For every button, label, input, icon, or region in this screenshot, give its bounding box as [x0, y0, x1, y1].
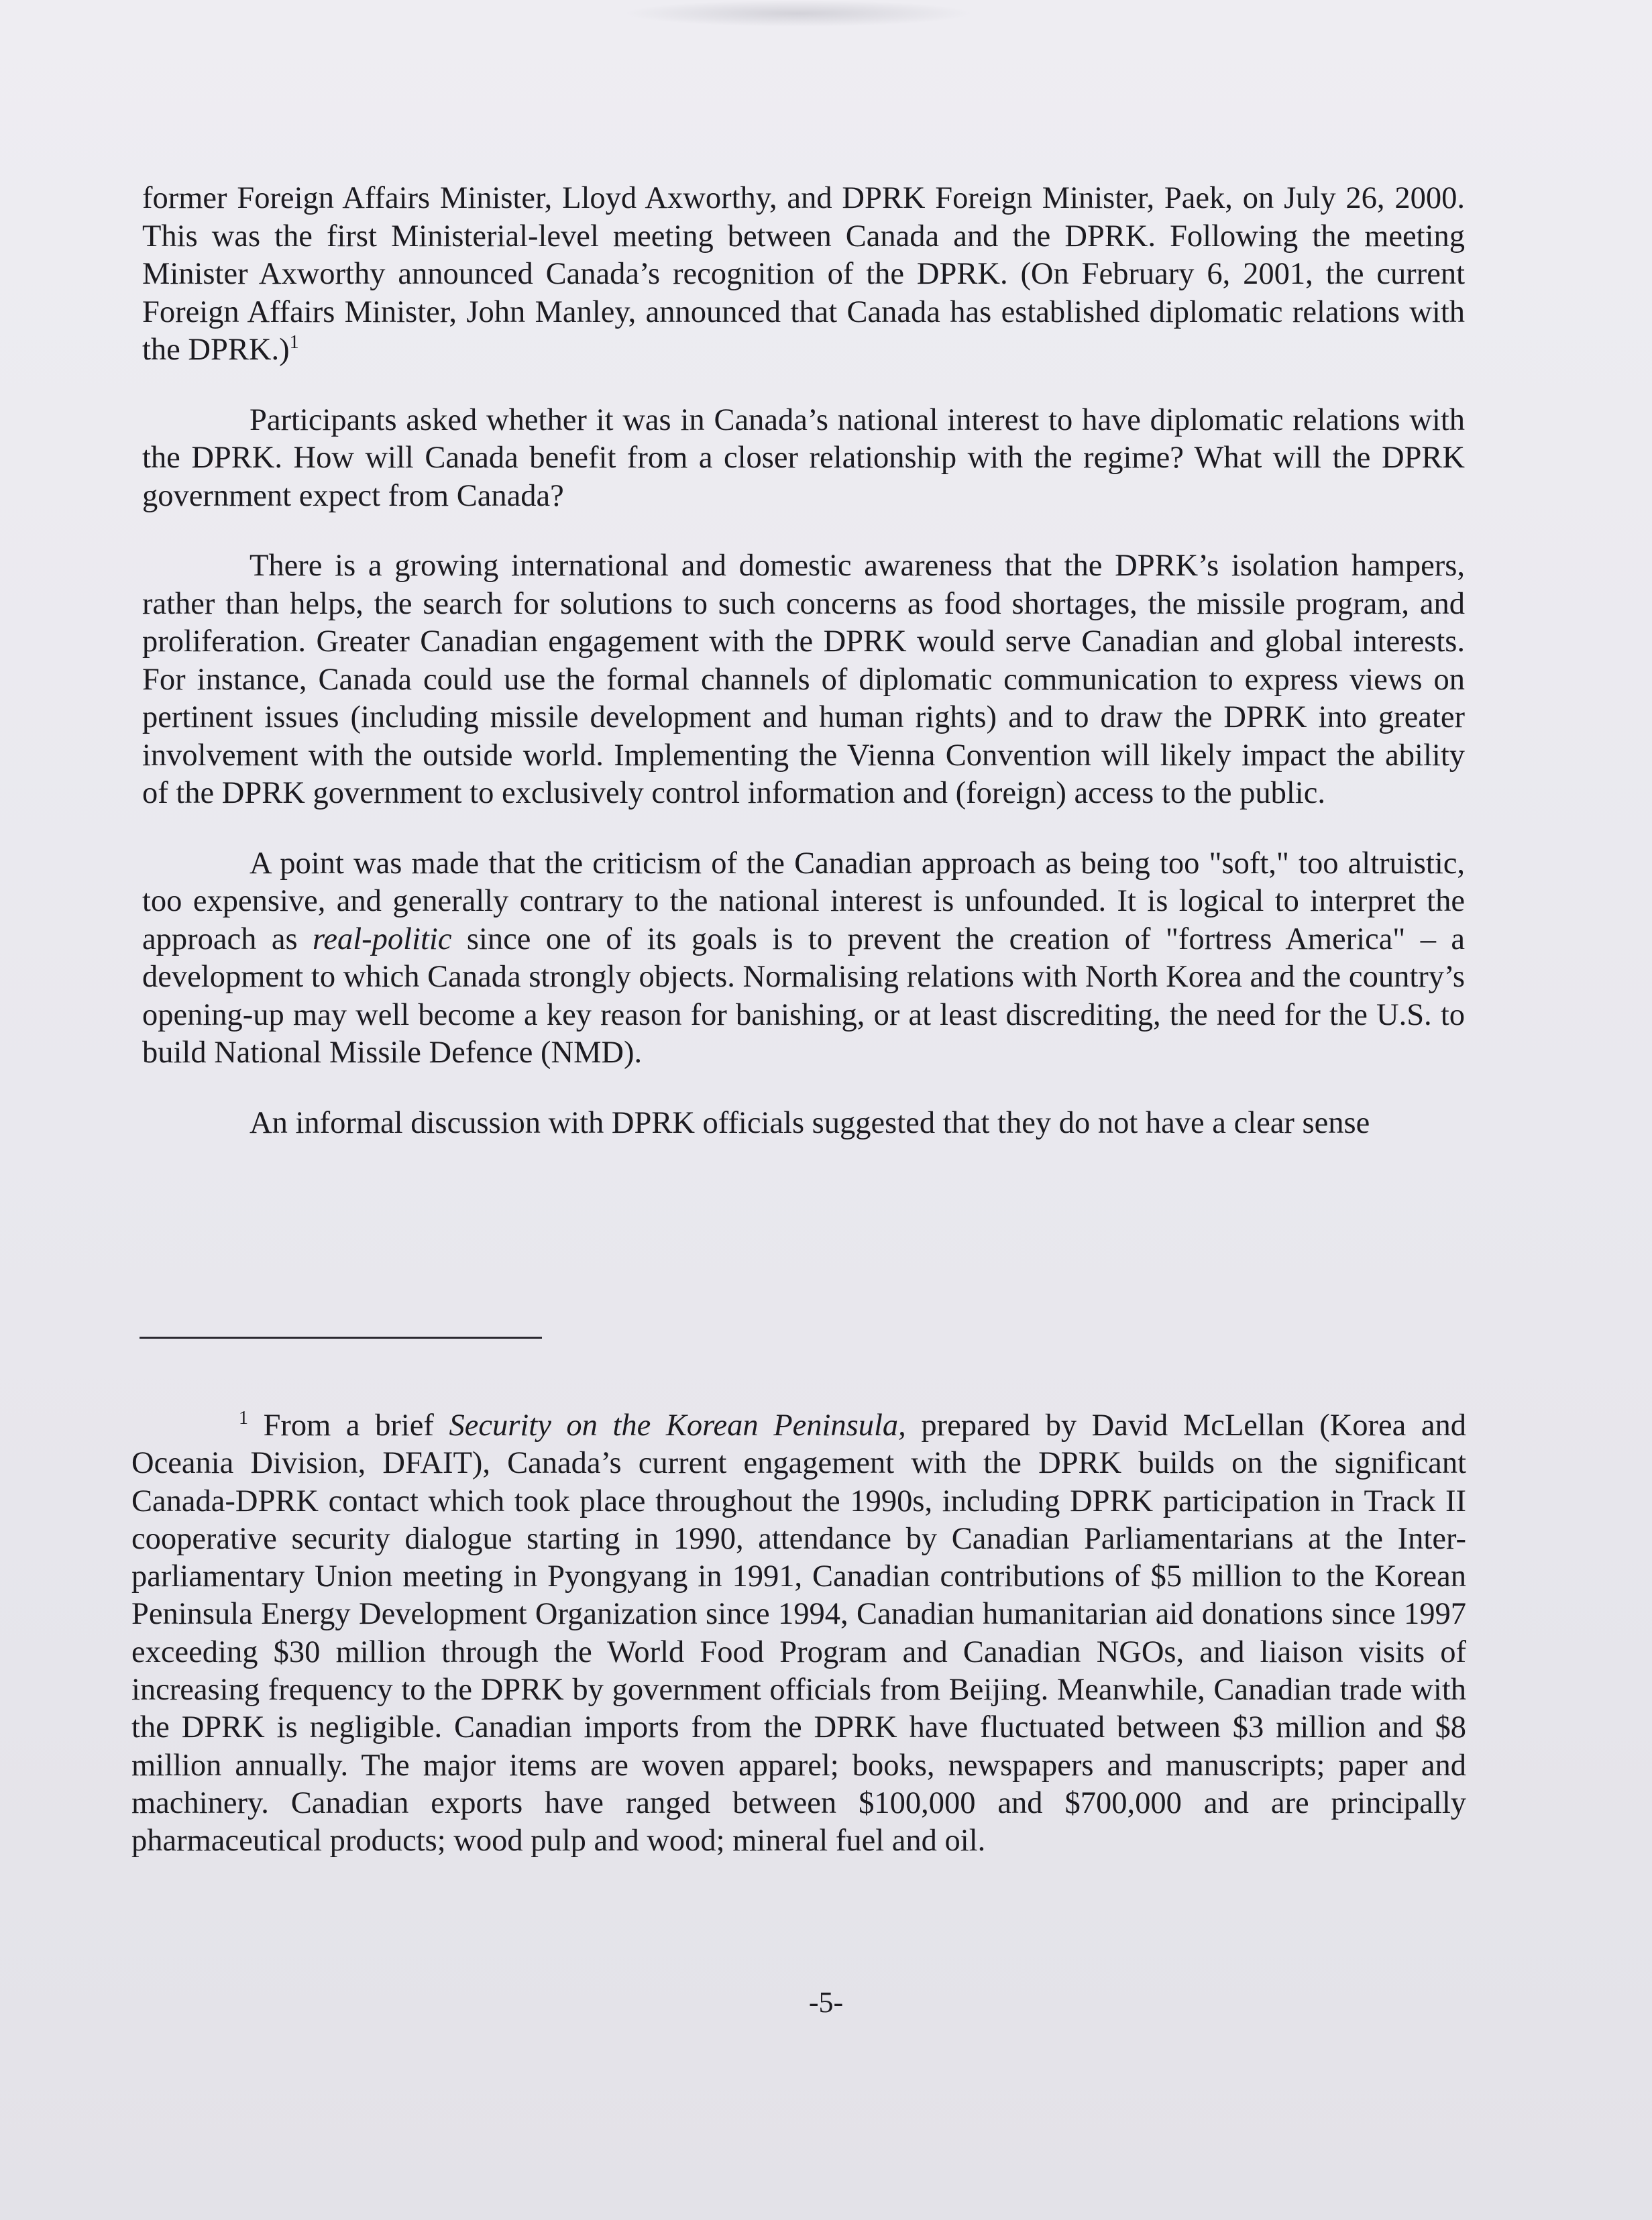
footnote-reference[interactable]: 1	[289, 332, 299, 353]
paragraph-national-interest: Participants asked whether it was in Canada’s national interest to have diplomatic relations with the DPRK. How will Canada benefit from a closer relationship with the regime? What will the DPRK government expect from Canada?	[142, 402, 1465, 513]
page-number: -5-	[808, 1986, 844, 2019]
footnote-text	[131, 1407, 1466, 1861]
footnote-title: Security on the Korean Peninsula,	[449, 1408, 906, 1443]
footnote-text-rest: prepared by David McLellan (Korea and Oceania Division, DFAIT), Canada’s current engagement with the DPRK builds on the significant Canada-DPRK contact which took place throughout the 1990s, including DPRK participation in Track II cooperative security dialogue starting in 1990, attendance by Canadian Parliamentarians at the Inter-parliamentary Union meeting in Pyongyang in 1991, Canadian contributions of $5 million to the Korean Peninsula Energy Development Organization since 1994, Canadian humanitarian aid donations since 1997 exceeding $30 million through the World Food Program and Canadian NGOs, and liaison visits of increasing frequency to the DPRK by government officials from Beijing. Meanwhile, Canadian trade with the DPRK is negligible. Canadian imports from the DPRK have fluctuated between $3 million and $8 million annually. The major items are woven apparel; books, newspapers and manuscripts; paper and machinery. Canadian exports have ranged between $100,000 and $700,000 and are principally pharmaceutical products; wood pulp and wood; mineral fuel and oil.	[131, 1408, 1466, 1858]
footnote-marker: 1	[239, 1408, 248, 1429]
paragraph-text: since one of its goals is to prevent the creation of "fortress America" – a development to which Canada strongly objects. Normalising relations with North Korea and the country’s opening-up may well become a key reason for banishing, or at least discrediting, the need for the U.S. to build National Missile Defence (NMD).	[142, 922, 1465, 1070]
paragraph-text: former Foreign Affairs Minister, Lloyd Axworthy, and DPRK Foreign Minister, Paek, on July 26, 2000. This was the first Ministerial-level meeting between Canada and the DPRK. Following the meeting Minister Axworthy announced Canada’s recognition of the DPRK. (On February 6, 2001, the current Foreign Affairs Minister, John Manley, announced that Canada has established diplomatic relations with the DPRK.)	[142, 181, 1465, 367]
body-text	[142, 180, 1465, 1142]
paragraph-criticism	[142, 845, 1465, 1072]
paragraph-isolation: There is a growing international and domestic awareness that the DPRK’s isolation hampers, rather than helps, the search for solutions to such concerns as food shortages, the missile program, and proliferation. Greater Canadian engagement with the DPRK would serve Canadian and global interests. For instance, Canada could use the formal channels of diplomatic communication to express views on pertinent issues (including missile development and human rights) and to draw the DPRK into greater involvement with the outside world. Implementing the Vienna Convention will likely impact the ability of the DPRK government to exclusively control information and (foreign) access to the public.	[142, 549, 1465, 810]
footnote-text-start: From a brief	[248, 1408, 449, 1443]
paragraph-informal-discussion: An informal discussion with DPRK officials suggested that they do not have a clear sense	[250, 1105, 1370, 1140]
paragraph-text: A point was made that the criticism of the Canadian approach as being too "soft," too altruistic, too expensive, and generally contrary to the national interest is unfounded. It is logical to interpret the approach as	[142, 846, 1465, 956]
emphasis-text: real-politic	[312, 922, 452, 956]
scan-smudge	[624, 0, 973, 27]
footnote	[131, 1407, 1466, 1861]
paragraph-continuation	[142, 180, 1465, 370]
footnote-divider	[140, 1337, 542, 1339]
